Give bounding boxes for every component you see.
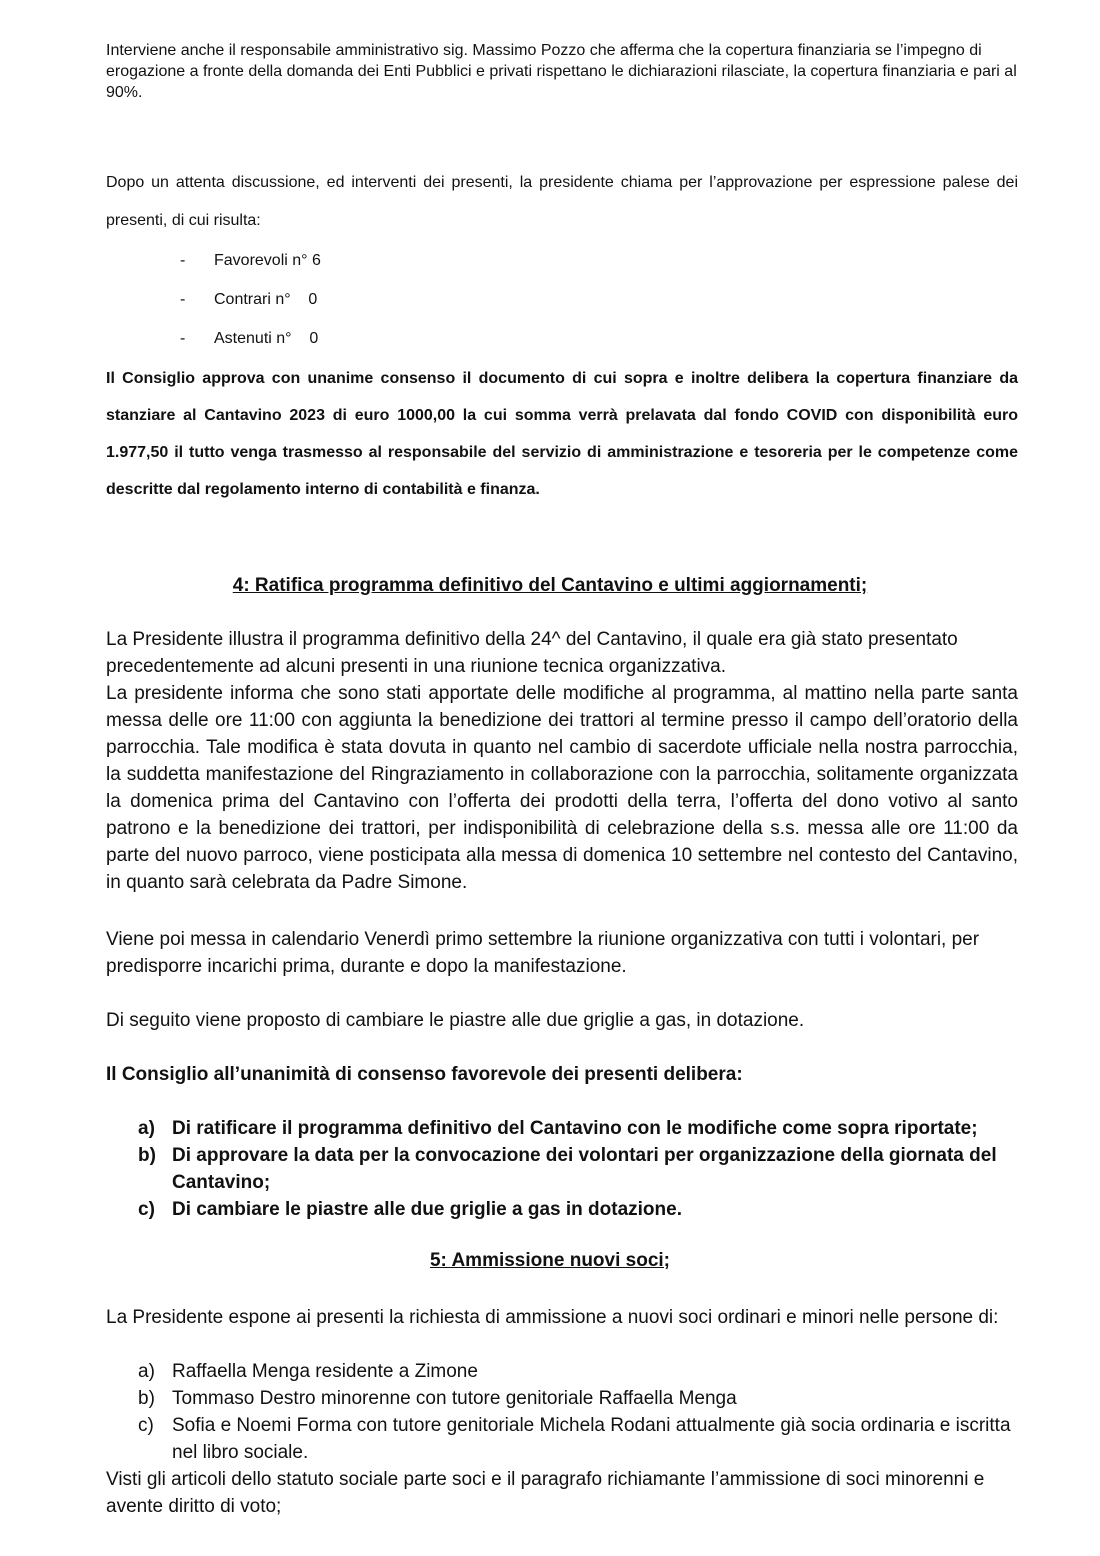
vote-label: Favorevoli n° 6 [214, 252, 321, 269]
section-5-closing: Visti gli articoli dello statuto sociale parte soci e il paragrafo richiamante l’ammissione di soci minorenni e avente diritto di voto; [106, 1469, 985, 1517]
list-text: Di ratificare il programma definitivo del Cantavino con le modifiche come sopra riportate; [172, 1118, 978, 1139]
section-4-paragraph-2: La presidente informa che sono stati apportate delle modifiche al programma, al mattino nella parte santa messa delle ore 11:00 con aggiunta la benedizione dei trattori al termine presso il campo dell’oratorio della parrocchia. Tale modifica è stata dovuta in quanto nel cambio di sacerdote ufficiale nella nostra parrocchia, la suddetta manifestazione del Ringraziamento in collaborazione con la parrocchia, solitamente organizzata la domenica prima del Cantavino con l’offerta dei prodotti della terra, l’offerta del dono votivo al santo patrono e la benedizione dei trattori, per indisponibilità di celebrazione della s.s. messa alle ore 11:00 da parte del nuovo parroco, viene posticipata alla messa di domenica 10 settembre nel contesto del Cantavino, in quanto sarà celebrata da Padre Simone. [106, 683, 1018, 893]
section-4-heading: 4: Ratifica programma definitivo del Cantavino e ultimi aggiornamenti; [232, 575, 868, 596]
list-text: Sofia e Noemi Forma con tutore genitoriale Michela Rodani attualmente già socia ordinaria e iscritta nel libro sociale. [172, 1415, 1011, 1463]
section-4-paragraph-1: La Presidente illustra il programma definitivo della 24^ del Cantavino, il quale era già stato presentato precedentemente ad alcuni presenti in una riunione tecnica organizzativa. [106, 629, 958, 677]
vote-label: Contrari n° 0 [214, 291, 318, 308]
list-text: Raffaella Menga residente a Zimone [172, 1361, 478, 1382]
vote-label: Astenuti n° 0 [214, 330, 319, 347]
discussion-paragraph: Dopo un attenta discussione, ed interventi dei presenti, la presidente chiama per l’approvazione per espressione palese dei presenti, di cui risulta: [106, 174, 1018, 229]
list-marker: b) [138, 1388, 155, 1409]
list-text: Di cambiare le piastre alle due griglie a gas in dotazione. [172, 1199, 682, 1220]
deliberation-paragraph: Il Consiglio approva con unanime consenso il documento di cui sopra e inoltre delibera la copertura finanziare da stanziare al Cantavino 2023 di euro 1000,00 la cui somma verrà prelavata dal fondo COVID con disponibilità euro 1.977,50 il tutto venga trasmesso al responsabile del servizio di amministrazione e tesoreria per le competenze come descritte dal regolamento interno di contabilità e finanza. [106, 370, 1018, 498]
list-marker: c) [138, 1199, 155, 1220]
list-dash: - [180, 252, 186, 269]
list-text: Di approvare la data per la convocazione dei volontari per organizzazione della giornata del Cantavino; [172, 1145, 997, 1193]
list-marker: b) [138, 1145, 156, 1166]
list-text: Tommaso Destro minorenne con tutore genitoriale Raffaella Menga [172, 1388, 737, 1409]
list-marker: c) [138, 1415, 154, 1436]
list-marker: a) [138, 1118, 155, 1139]
section-4-paragraph-3: Viene poi messa in calendario Venerdì primo settembre la riunione organizzativa con tutti i volontari, per predisporre incarichi prima, durante e dopo la manifestazione. [106, 929, 980, 977]
list-dash: - [180, 330, 186, 347]
list-dash: - [180, 291, 186, 308]
list-marker: a) [138, 1361, 155, 1382]
resolution-intro: Il Consiglio all’unanimità di consenso favorevole dei presenti delibera: [106, 1064, 743, 1085]
section-5-heading: 5: Ammissione nuovi soci; [429, 1250, 670, 1271]
section-5-intro: La Presidente espone ai presenti la richiesta di ammissione a nuovi soci ordinari e minori nelle persone di: [106, 1307, 999, 1328]
section-4-paragraph-4: Di seguito viene proposto di cambiare le piastre alle due griglie a gas, in dotazione. [106, 1010, 805, 1031]
intro-paragraph: Interviene anche il responsabile amministrativo sig. Massimo Pozzo che afferma che la copertura finanziaria se l’impegno di erogazione a fronte della domanda dei Enti Pubblici e privati rispettano le dichiarazioni rilasciate, la copertura finanziaria e pari al 90%. [106, 42, 1017, 101]
